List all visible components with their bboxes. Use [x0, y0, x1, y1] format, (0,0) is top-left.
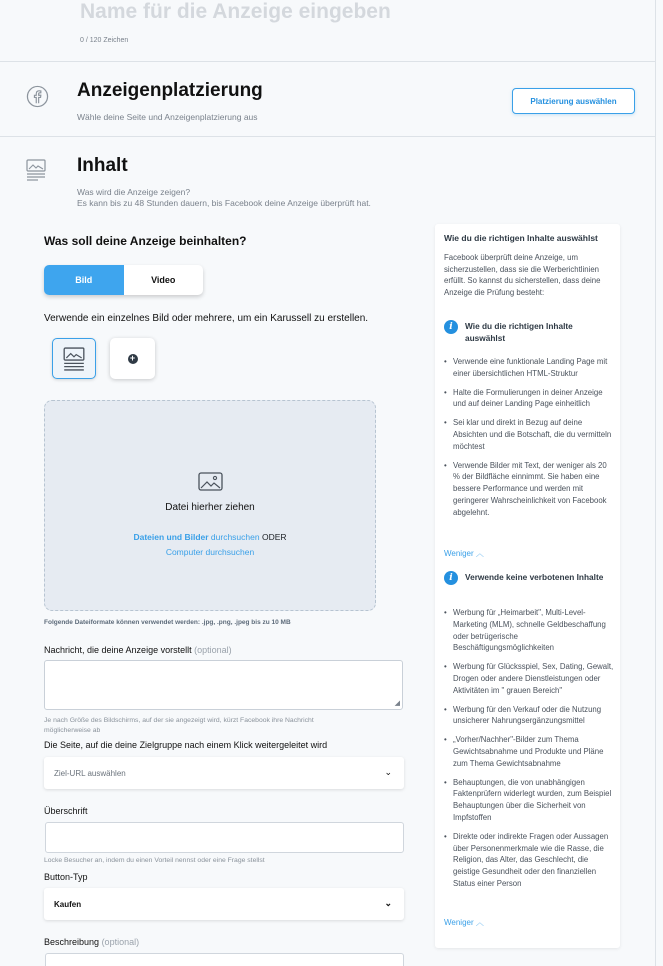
- info-icon: i: [444, 320, 458, 334]
- dropzone-title: Datei hierher ziehen: [165, 502, 255, 513]
- browse-files-link[interactable]: Dateien und Bilder: [133, 532, 209, 542]
- section-divider: [0, 61, 655, 62]
- media-type-toggle: [44, 265, 203, 295]
- message-hint-2: möglicherweise ab: [44, 727, 101, 734]
- section1-less-link[interactable]: [444, 548, 484, 559]
- select-placement-button[interactable]: Platzierung auswählen: [512, 88, 635, 114]
- section2-list: [444, 607, 614, 897]
- list-item: • Werbung für den Verkauf oder die Nutzung unsicherer Nahrungsergänzungsmittel: [444, 704, 614, 728]
- list-item: • Direkte oder indirekte Fragen oder Aussagen über Personenmerkmale wie die Rasse, die Religion, das Alter, das Geschlecht, die geistige Gesundheit oder den finanziellen Status einer Person: [444, 831, 614, 890]
- section2-less-link[interactable]: [444, 917, 484, 928]
- section-divider: [0, 136, 655, 137]
- list-item: • Werbung für Glücksspiel, Sex, Dating, Gewalt, Drogen oder andere Dienstleistungen oder Aktivitäten im " grauen Bereich": [444, 661, 614, 696]
- facebook-icon: [26, 85, 49, 113]
- list-item: • Werbung für „Heimarbeit", Multi-Level-Marketing (MLM), schnelle Geldbeschaffung oder betrügerische Beschäftigungsmöglichkeiten: [444, 607, 614, 654]
- message-textarea[interactable]: [44, 660, 403, 710]
- list-item: • Verwende Bilder mit Text, der weniger als 20 % der Bildfläche einnimmt. Sie haben eine bessere Performance und werden mit geringerer Wahrscheinlichkeit von Facebook abgelehnt.: [444, 460, 614, 519]
- message-hint-1: Je nach Größe des Bildschirms, auf der sie angezeigt wird, kürzt Facebook ihre Nachricht: [44, 717, 314, 724]
- plus-circle-icon: +: [128, 354, 138, 364]
- page-right-border: [655, 0, 656, 966]
- resize-handle-icon[interactable]: ◢: [394, 700, 400, 707]
- section2-title: Verwende keine verbotenen Inhalte: [465, 572, 604, 582]
- section2-header: [444, 571, 610, 585]
- browse-link[interactable]: durchsuchen: [210, 532, 260, 542]
- message-label: [44, 645, 232, 655]
- target-url-label: Die Seite, auf die deine Zielgruppe nach einem Klick weitergeleitet wird: [44, 740, 328, 750]
- placement-subtitle: Wähle deine Seite und Anzeigenplatzierung aus: [77, 112, 258, 122]
- description-label-text: Beschreibung: [44, 937, 100, 947]
- content-subtitle-2: Es kann bis zu 48 Stunden dauern, bis Facebook deine Anzeige überprüft hat.: [77, 198, 371, 208]
- char-counter: 0 / 120 Zeichen: [80, 37, 129, 44]
- chevron-up-icon: ︿: [475, 918, 484, 927]
- list-item: • Behauptungen, die von unabhängigen Faktenprüfern widerlegt wurden, zum Beispiel Behauptungen über die Sicherheit von Impfstoffen: [444, 777, 614, 824]
- ad-name-input[interactable]: Name für die Anzeige eingeben: [80, 0, 391, 23]
- heading-label: Überschrift: [44, 806, 88, 816]
- carousel-hint: Verwende ein einzelnes Bild oder mehrere, um ein Karussell zu erstellen.: [44, 313, 369, 324]
- less-label: Weniger: [444, 549, 474, 558]
- description-input[interactable]: [45, 953, 404, 966]
- button-type-label: Button-Typ: [44, 872, 88, 882]
- image-thumbnail-button[interactable]: [52, 338, 96, 379]
- placement-title: Anzeigenplatzierung: [77, 80, 263, 101]
- button-type-select[interactable]: [44, 888, 404, 920]
- chevron-down-icon: ⌄: [384, 898, 392, 908]
- sidebar-title: Wie du die richtigen Inhalte auswählst: [444, 233, 598, 243]
- info-icon: i: [444, 571, 458, 585]
- heading-input[interactable]: [45, 822, 404, 853]
- chevron-up-icon: ︿: [475, 549, 484, 558]
- description-label: [44, 937, 139, 947]
- list-item: • Sei klar und direkt in Bezug auf deine Absichten und die Botschaft, die du vermitteln möchtest: [444, 417, 614, 452]
- sidebar-intro: Facebook überprüft deine Anzeige, um sicherzustellen, dass sie die Werberichtlinien erfüllt. So kannst du sicherstellen, dass deine Anzeige die Prüfung besteht:: [444, 253, 601, 297]
- target-url-placeholder: Ziel-URL auswählen: [54, 768, 126, 778]
- section1-title: Wie du die richtigen Inhalte auswählst: [465, 321, 573, 343]
- optional-tag: (optional): [101, 937, 140, 947]
- image-text-icon: [26, 159, 46, 186]
- image-icon: [198, 472, 223, 496]
- button-type-value: Kaufen: [54, 899, 82, 909]
- content-question: Was soll deine Anzeige beinhalten?: [44, 234, 247, 248]
- target-url-select[interactable]: [44, 757, 404, 789]
- chevron-down-icon: ⌄: [384, 767, 392, 777]
- less-label: Weniger: [444, 918, 474, 927]
- list-item: • „Vorher/Nachher"-Bilder zum Thema Gewichtsabnahme und Produkte und Pläne zum Thema Gewichtsabnahme: [444, 734, 614, 769]
- message-label-text: Nachricht, die deine Anzeige vorstellt: [44, 645, 192, 655]
- heading-hint: Locke Besucher an, indem du einen Vorteil nennst oder eine Frage stellst: [44, 857, 265, 864]
- add-image-button[interactable]: [110, 338, 155, 379]
- list-item: • Halte die Formulierungen in deiner Anzeige und auf deiner Landing Page einheitlich: [444, 387, 614, 411]
- toggle-video[interactable]: Video: [151, 275, 176, 285]
- section1-header: [444, 320, 610, 344]
- toggle-bild[interactable]: Bild: [44, 265, 124, 295]
- image-text-icon: [63, 347, 85, 371]
- content-subtitle-1: Was wird die Anzeige zeigen?: [77, 187, 191, 197]
- optional-tag: (optional): [194, 645, 232, 655]
- file-formats-hint: Folgende Dateiformate können verwendet werden: .jpg, .png, .jpeg bis zu 10 MB: [44, 619, 291, 626]
- or-text: ODER: [261, 532, 287, 542]
- section1-list: [444, 356, 614, 526]
- browse-computer-link[interactable]: Computer durchsuchen: [165, 547, 255, 557]
- dropzone-links: [44, 532, 376, 542]
- content-title: Inhalt: [77, 155, 128, 176]
- list-item: • Verwende eine funktionale Landing Page mit einer übersichtlichen HTML-Struktur: [444, 356, 614, 380]
